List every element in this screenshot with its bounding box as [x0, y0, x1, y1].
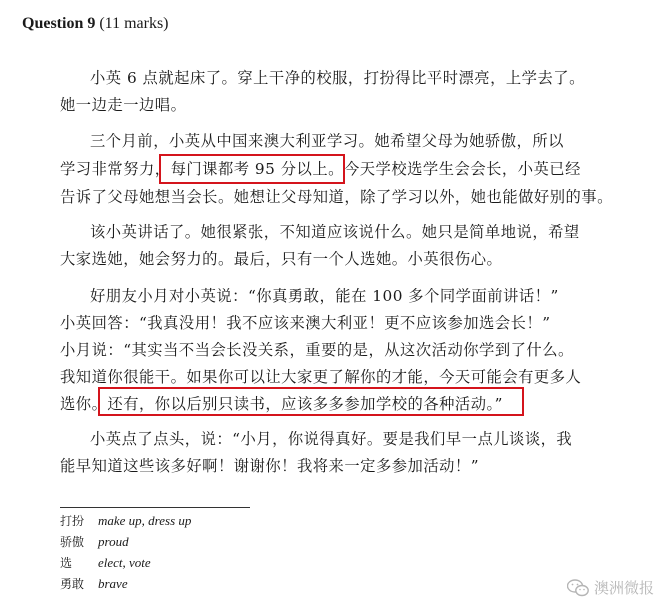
glossary-definition: proud — [98, 534, 129, 549]
wechat-icon — [567, 579, 589, 597]
paragraph-line: 能早知道这些该多好啊！谢谢你！我将来一定多参加活动！” — [60, 457, 480, 475]
glossary-term: 勇敢 — [60, 577, 85, 591]
paragraph-line: 小英 6 点就起床了。穿上干净的校服，打扮得比平时漂亮，上学去了。 — [90, 69, 585, 87]
glossary-definition: elect, vote — [98, 555, 151, 570]
glossary-entry — [60, 553, 151, 573]
question-number: Question 9 — [22, 15, 96, 32]
glossary-entry — [60, 574, 128, 594]
paragraph-line: 学习非常努力，每门课都考 95 分以上。今天学校选学生会会长，小英已经 — [60, 160, 581, 178]
watermark-text: 澳洲微报 — [593, 579, 654, 597]
paragraph-line: 告诉了父母她想当会长。她想让父母知道，除了学习以外，她也能做好别的事。 — [60, 188, 613, 206]
paragraph-line: 大家选她，她会努力的。最后，只有一个人选她。小英很伤心。 — [60, 250, 503, 268]
paragraph-line: 小英回答：“我真没用！我不应该来澳大利亚！更不应该参加选会长！” — [60, 314, 551, 332]
glossary-term: 打扮 — [60, 514, 85, 528]
glossary-term: 骄傲 — [60, 535, 85, 549]
glossary-definition: make up, dress up — [98, 513, 192, 528]
question-marks: (11 marks) — [99, 15, 169, 32]
paragraph-line: 她一边走一边唱。 — [60, 96, 187, 114]
question-heading — [22, 15, 169, 33]
paragraph-line: 选你。还有，你以后别只读书，应该多多参加学校的各种活动。” — [60, 395, 503, 413]
paragraph-line: 三个月前，小英从中国来澳大利亚学习。她希望父母为她骄傲，所以 — [90, 132, 564, 150]
paragraph-line: 我知道你很能干。如果你可以让大家更了解你的才能，今天可能会有更多人 — [60, 368, 582, 386]
watermark — [567, 577, 654, 598]
paragraph-line: 小月说：“其实当不当会长没关系，重要的是，从这次活动你学到了什么。 — [60, 341, 574, 359]
paragraph-line: 小英点了点头，说：“小月，你说得真好。要是我们早一点儿谈谈，我 — [90, 430, 573, 448]
paragraph-line: 该小英讲话了。她很紧张，不知道应该说什么。她只是简单地说，希望 — [90, 223, 580, 241]
glossary-definition: brave — [98, 576, 128, 591]
glossary-entry — [60, 532, 129, 552]
glossary-entry — [60, 511, 191, 531]
glossary-term: 选 — [60, 556, 73, 570]
footnote-divider — [60, 507, 250, 508]
paragraph-line: 好朋友小月对小英说：“你真勇敢，能在 100 多个同学面前讲话！” — [90, 287, 559, 305]
